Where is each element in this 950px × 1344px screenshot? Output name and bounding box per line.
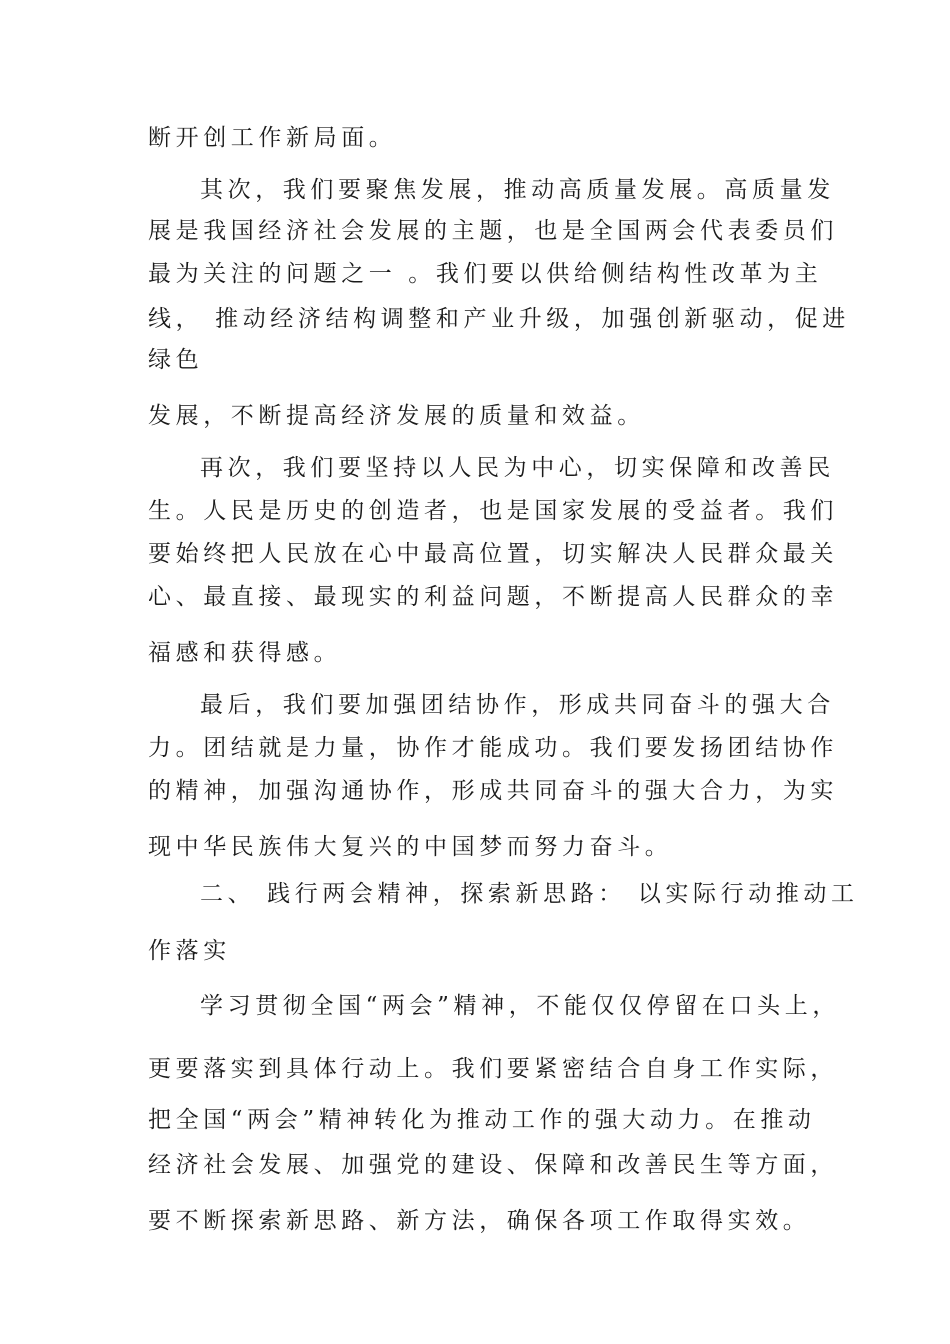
text-line: 力。团结就是力量，协作才能成功。我们要发扬团结协作	[148, 735, 838, 761]
text-line: 经济社会发展、加强党的建设、保障和改善民生等方面，	[148, 1152, 838, 1178]
text-line: 生。人民是历史的创造者，也是国家发展的受益者。我们	[148, 498, 838, 524]
section-heading-continued: 作落实	[148, 938, 231, 964]
text-line: 福感和获得感。	[148, 640, 342, 666]
text-line: 绿色	[148, 347, 204, 373]
text-line: 最为关注的问题之一 。我们要以供给侧结构性改革为主	[148, 261, 823, 287]
text-line: 要不断探索新思路、新方法，确保各项工作取得实效。	[148, 1208, 811, 1234]
paragraph-start-line: 其次，我们要聚焦发展，推动高质量发展。高质量发	[200, 177, 835, 203]
text-line: 断开创工作新局面。	[148, 125, 397, 151]
section-heading: 二、 践行两会精神，探索新思路： 以实际行动推动工	[200, 881, 859, 907]
paragraph-start-line: 学习贯彻全国“两会”精神，不能仅仅停留在口头上，	[200, 993, 840, 1019]
text-line: 更要落实到具体行动上。我们要紧密结合自身工作实际，	[148, 1056, 838, 1082]
paragraph-start-line: 再次，我们要坚持以人民为中心，切实保障和改善民	[200, 455, 835, 481]
text-line: 要始终把人民放在心中最高位置，切实解决人民群众最关	[148, 541, 838, 567]
text-line: 的精神，加强沟通协作，形成共同奋斗的强大合力，为实	[148, 778, 838, 804]
paragraph-start-line: 最后，我们要加强团结协作，形成共同奋斗的强大合	[200, 692, 835, 718]
text-line: 现中华民族伟大复兴的中国梦而努力奋斗。	[148, 834, 673, 860]
text-line: 展是我国经济社会发展的主题，也是全国两会代表委员们	[148, 218, 838, 244]
text-line: 线， 推动经济结构调整和产业升级，加强创新驱动，促进	[148, 306, 850, 332]
text-line: 发展，不断提高经济发展的质量和效益。	[148, 403, 645, 429]
text-line: 把全国“两会”精神转化为推动工作的强大动力。在推动	[148, 1107, 816, 1133]
text-line: 心、最直接、最现实的利益问题，不断提高人民群众的幸	[148, 584, 838, 610]
